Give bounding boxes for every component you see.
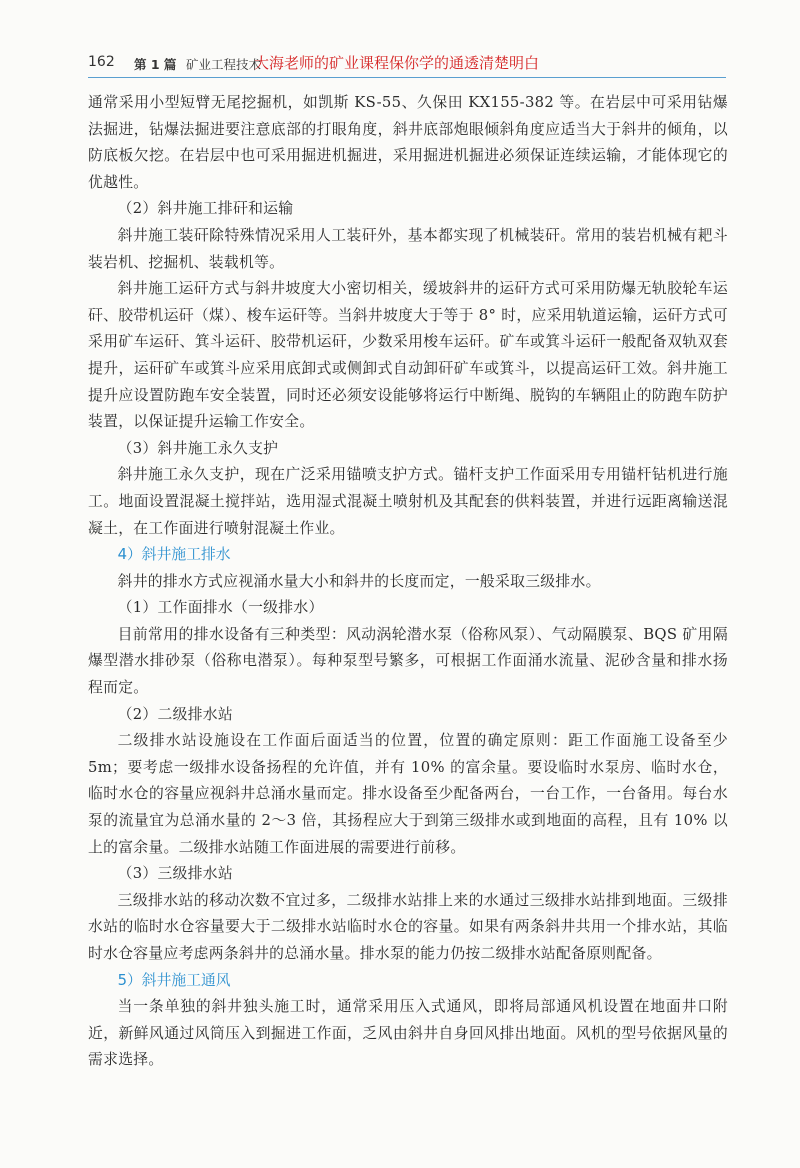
part-label: 第 1 篇 xyxy=(134,57,177,72)
page-header xyxy=(88,50,728,76)
paragraph: 斜井施工运矸方式与斜井坡度大小密切相关，缓坡斜井的运矸方式可采用防爆无轨胶轮车运矸、胶带机运矸（煤）、梭车运矸等。当斜井坡度大于等于 8° 时，应采用轨道运输，运矸方式可采用矿车运矸、箕斗运矸、胶带机运矸，少数采用梭车运矸。矿车或箕斗运矸一般配备双轨双套提升，运矸矿车或箕斗应采用底卸式或侧卸式自动卸矸矿车或箕斗，以提高运矸工效。斜井施工提升应设置防跑车安全装置，同时还必须安设能够将运行中断绳、脱钩的车辆阻止的防跑车防护装置，以保证提升运输工作安全。 xyxy=(88,280,728,431)
subsection-heading: （1）工作面排水（一级排水） xyxy=(117,599,324,617)
paragraph: 三级排水站的移动次数不宜过多，二级排水站排上来的水通过三级排水站排到地面。三级排水站的临时水仓容量要大于二级排水站临时水仓的容量。如果有两条斜井共用一个排水站，其临时水仓容量应考虑两条斜井的总涌水量。排水泵的能力仍按二级排水站配备原则配备。 xyxy=(88,891,728,962)
header-divider xyxy=(88,77,726,78)
paragraph: 斜井施工永久支护，现在广泛采用锚喷支护方式。锚杆支护工作面采用专用锚杆钻机进行施工。地面设置混凝土搅拌站，选用湿式混凝土喷射机及其配套的供料装置，并进行远距离输送混凝土，在工作面进行喷射混凝土作业。 xyxy=(88,466,728,537)
paragraph: 二级排水站设施设在工作面后面适当的位置，位置的确定原则：距工作面施工设备至少 5m；要考虑一级排水设备扬程的允许值，并有 10% 的富余量。要设临时水泵房、临时水仓，临时水仓的容量应视斜井总涌水量而定。排水设备至少配备两台，一台工作，一台备用。每台水泵的流量宜为总涌水量的 2～3 倍，其扬程应大于到第三级排水或到地面的高程，且有 10% 以上的富余量。二级排水站随工作面进展的需要进行前移。 xyxy=(88,732,728,856)
subsection-heading: （3）三级排水站 xyxy=(117,865,233,883)
paragraph: 斜井的排水方式应视涌水量大小和斜井的长度而定，一般采取三级排水。 xyxy=(117,572,601,590)
subsection-heading: （2）斜井施工排矸和运输 xyxy=(117,200,294,218)
paragraph: 斜井施工装矸除特殊情况采用人工装矸外，基本都实现了机械装矸。常用的装岩机械有耙斗装岩机、挖掘机、装载机等。 xyxy=(88,226,728,271)
paragraph: 通常采用小型短臂无尾挖掘机，如凯斯 KS-55、久保田 KX155-382 等。在岩层中可采用钻爆法掘进，钻爆法掘进要注意底部的打眼角度，斜井底部炮眼倾斜角度应适当大于斜井的倾角，以防底板欠挖。在岩层中也可采用掘进机掘进，采用掘进机掘进必须保证连续运输，才能体现它的优越性。 xyxy=(88,94,728,191)
paragraph: 当一条单独的斜井独头施工时，通常采用压入式通风，即将局部通风机设置在地面井口附近，新鲜风通过风筒压入到掘进工作面，乏风由斜井自身回风排出地面。风机的型号依据风量的需求选择。 xyxy=(88,998,728,1069)
section-heading: 4）斜井施工排水 xyxy=(117,546,231,564)
watermark-text: 大海老师的矿业课程保你学的通透清楚明白 xyxy=(254,54,540,72)
section-heading: 5）斜井施工通风 xyxy=(117,971,231,989)
page-body xyxy=(88,90,728,1074)
subsection-heading: （2）二级排水站 xyxy=(117,705,233,723)
paragraph: 目前常用的排水设备有三种类型：风动涡轮潜水泵（俗称风泵）、气动隔膜泵、BQS 矿用隔爆型潜水排砂泵（俗称电潜泵）。每种泵型号繁多，可根据工作面涌水流量、泥砂含量和排水扬程而定。 xyxy=(88,625,728,697)
subsection-heading: （3）斜井施工永久支护 xyxy=(117,439,279,457)
book-title: 矿业工程技术 xyxy=(186,57,262,72)
page-number: 162 xyxy=(88,54,115,70)
